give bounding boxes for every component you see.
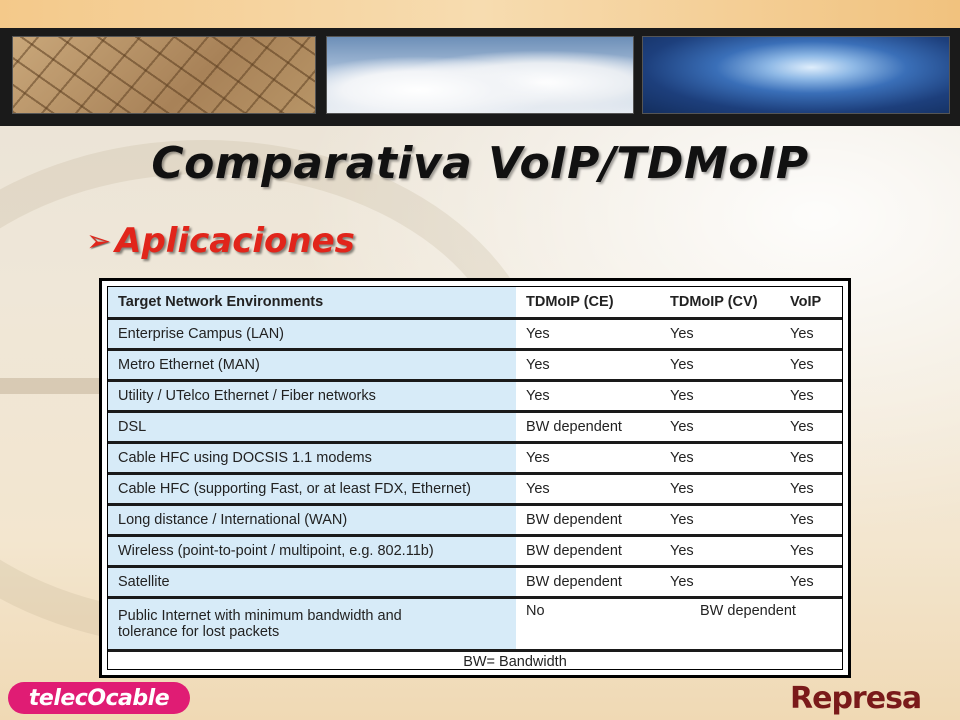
header-voip: VoIP [780,287,842,319]
table-row [108,474,842,505]
voip-cell: Yes [780,567,842,598]
top-strip [0,0,960,30]
cv-cell: Yes [660,381,780,412]
table-row [108,412,842,443]
table-row [108,350,842,381]
ce-cell: Yes [516,443,660,474]
env-cell: Enterprise Campus (LAN) [108,319,516,350]
table-row [108,505,842,536]
cv-cell: Yes [660,536,780,567]
bullet-item [86,216,355,266]
teleocable-logo-text: telecOcable [28,685,170,711]
ce-cell: BW dependent [516,505,660,536]
cv-cell: Yes [660,505,780,536]
env-cell: Cable HFC (supporting Fast, or at least FDX, Ethernet) [108,474,516,505]
ce-cell: BW dependent [516,536,660,567]
env-cell: Metro Ethernet (MAN) [108,350,516,381]
cv-cell: Yes [660,412,780,443]
table-row [108,381,842,412]
cv-cell: Yes [660,350,780,381]
voip-cell: Yes [780,443,842,474]
ce-cell: BW dependent [516,412,660,443]
env-line-1: Public Internet with minimum bandwidth and [118,608,402,624]
header-banner [0,28,960,126]
voip-cell: Yes [780,474,842,505]
slide-title: Comparativa VoIP/TDMoIP [151,138,809,189]
env-cell: Cable HFC using DOCSIS 1.1 modems [108,443,516,474]
banner-image-clouds [326,36,634,114]
voip-cell: Yes [780,381,842,412]
represa-logo [790,680,958,716]
cv-cell: Yes [660,319,780,350]
env-cell: Satellite [108,567,516,598]
voip-cell: Yes [780,412,842,443]
voip-cell: Yes [780,319,842,350]
ce-cell: Yes [516,474,660,505]
comparison-table [108,287,842,672]
table-row [108,319,842,350]
cv-cell: Yes [660,443,780,474]
voip-cell: Yes [780,505,842,536]
env-line-2: tolerance for lost packets [118,624,280,640]
banner-image-water-drop [642,36,950,114]
table-row [108,567,842,598]
table-row [108,536,842,567]
teleocable-logo [8,682,190,714]
header-tdmoip-ce: TDMoIP (CE) [516,287,660,319]
bullet-text: Aplicaciones [115,221,355,261]
ce-cell: Yes [516,381,660,412]
cv-cell: Yes [660,474,780,505]
table-row [108,443,842,474]
env-cell-public-internet [108,598,516,651]
voip-cell: Yes [780,536,842,567]
table-row-public-internet [108,598,842,651]
env-cell: Wireless (point-to-point / multipoint, e.g. 802.11b) [108,536,516,567]
banner-image-cracked-earth [12,36,316,114]
header-environments: Target Network Environments [108,287,516,319]
table-footnote: BW= Bandwidth [463,654,567,670]
table-footnote-row [108,651,842,673]
cv-cell: Yes [660,567,780,598]
ce-cell: No [516,598,660,651]
voip-cell: Yes [780,350,842,381]
comparison-table-container [107,286,843,670]
env-cell: DSL [108,412,516,443]
represa-logo-text: Represa [790,680,922,716]
table-header-row [108,287,842,319]
env-cell: Utility / UTelco Ethernet / Fiber networks [108,381,516,412]
env-cell: Long distance / International (WAN) [108,505,516,536]
comparison-table-frame [99,278,851,678]
ce-cell: Yes [516,350,660,381]
header-tdmoip-cv: TDMoIP (CV) [660,287,780,319]
cv-voip-merged-cell: BW dependent [660,598,842,651]
ce-cell: Yes [516,319,660,350]
arrow-bullet-icon: ➢ [86,223,112,259]
ce-cell: BW dependent [516,567,660,598]
background-bar [0,378,100,394]
